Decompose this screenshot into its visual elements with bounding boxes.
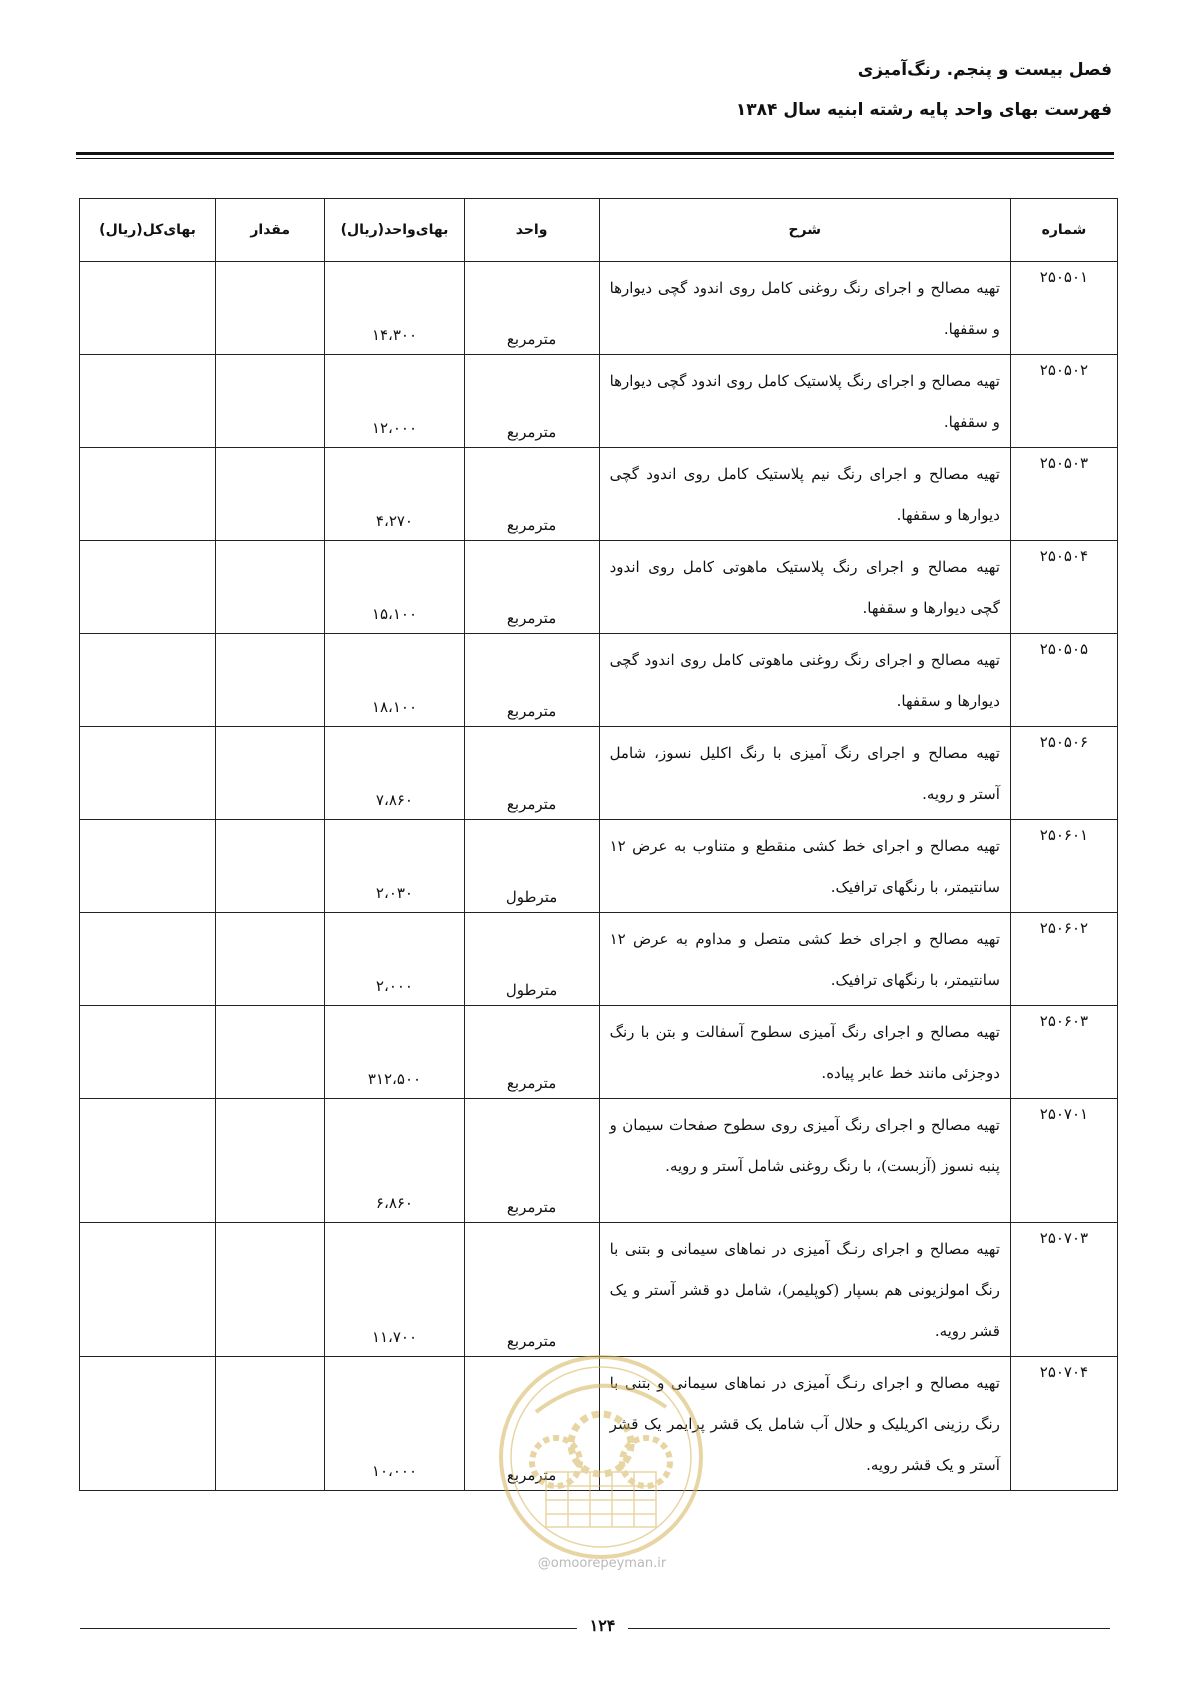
row-total-price bbox=[80, 355, 216, 448]
row-unit: مترمربع bbox=[464, 1223, 599, 1357]
row-quantity bbox=[216, 1006, 325, 1099]
col-header-unit-price: بهای‌واحد(ریال) bbox=[325, 199, 464, 262]
row-quantity bbox=[216, 727, 325, 820]
table-row bbox=[80, 913, 1118, 1006]
table-row bbox=[80, 262, 1118, 355]
price-table bbox=[79, 198, 1118, 1491]
footer-rule-left bbox=[80, 1628, 577, 1629]
row-unit-price: ۱۵،۱۰۰ bbox=[325, 541, 464, 634]
row-description: تهیه مصالح و اجرای خط کشی متصل و مداوم به عرض ۱۲ سانتیمتر، با رنگهای ترافیک. bbox=[599, 913, 1010, 1006]
row-unit: مترمربع bbox=[464, 1006, 599, 1099]
footer-rule-right bbox=[628, 1628, 1110, 1629]
row-total-price bbox=[80, 1006, 216, 1099]
watermark-site-text: @omoorepeyman.ir bbox=[537, 1556, 667, 1571]
table-row bbox=[80, 727, 1118, 820]
row-unit: مترمربع bbox=[464, 1099, 599, 1223]
table-row bbox=[80, 355, 1118, 448]
row-total-price bbox=[80, 448, 216, 541]
row-unit: مترطول bbox=[464, 913, 599, 1006]
row-number: ۲۵۰۵۰۵ bbox=[1010, 634, 1117, 727]
table-row bbox=[80, 1099, 1118, 1223]
row-number: ۲۵۰۷۰۳ bbox=[1010, 1223, 1117, 1357]
row-unit-price: ۱۸،۱۰۰ bbox=[325, 634, 464, 727]
row-description: تهیه مصالح و اجرای رنگ آمیزی با رنگ اکلیل نسوز، شامل آستر و رویه. bbox=[599, 727, 1010, 820]
row-quantity bbox=[216, 1357, 325, 1491]
table-row bbox=[80, 448, 1118, 541]
row-description: تهیه مصالح و اجرای رنگ روغنی ماهوتی کامل روی اندود گچی دیوارها و سقفها. bbox=[599, 634, 1010, 727]
col-header-description: شرح bbox=[599, 199, 1010, 262]
table-row bbox=[80, 541, 1118, 634]
row-description: تهیه مصالح و اجرای رنگ آمیزی روی سطوح صفحات سیمان و پنبه نسوز (آزبست)، با رنگ روغنی شامل آستر و رویه. bbox=[599, 1099, 1010, 1223]
row-quantity bbox=[216, 1223, 325, 1357]
row-unit: مترمربع bbox=[464, 727, 599, 820]
table-header-row bbox=[80, 199, 1118, 262]
row-description: تهیه مصالح و اجرای خط کشی منقطع و متناوب به عرض ۱۲ سانتیمتر، با رنگهای ترافیک. bbox=[599, 820, 1010, 913]
row-unit: مترمربع bbox=[464, 262, 599, 355]
row-number: ۲۵۰۶۰۱ bbox=[1010, 820, 1117, 913]
row-unit-price: ۲،۰۳۰ bbox=[325, 820, 464, 913]
page-number: ۱۲۴ bbox=[589, 1616, 616, 1635]
row-quantity bbox=[216, 913, 325, 1006]
row-number: ۲۵۰۵۰۳ bbox=[1010, 448, 1117, 541]
row-quantity bbox=[216, 634, 325, 727]
row-unit: مترطول bbox=[464, 820, 599, 913]
row-unit-price: ۱۲،۰۰۰ bbox=[325, 355, 464, 448]
row-quantity bbox=[216, 1099, 325, 1223]
row-total-price bbox=[80, 727, 216, 820]
row-description: تهیه مصالح و اجرای رنگ پلاستیک کامل روی اندود گچی دیوارها و سقفها. bbox=[599, 355, 1010, 448]
row-unit-price: ۱۴،۳۰۰ bbox=[325, 262, 464, 355]
row-unit-price: ۶،۸۶۰ bbox=[325, 1099, 464, 1223]
row-description: تهیه مصالح و اجرای رنگ آمیزی سطوح آسفالت و بتن با رنگ دوجزئی مانند خط عابر پیاده. bbox=[599, 1006, 1010, 1099]
row-total-price bbox=[80, 262, 216, 355]
row-unit: مترمربع bbox=[464, 355, 599, 448]
row-total-price bbox=[80, 1099, 216, 1223]
row-quantity bbox=[216, 262, 325, 355]
row-unit-price: ۳۱۲،۵۰۰ bbox=[325, 1006, 464, 1099]
table-row bbox=[80, 820, 1118, 913]
row-description: تهیه مصالح و اجرای رنگ روغنی کامل روی اندود گچی دیوارها و سقفها. bbox=[599, 262, 1010, 355]
row-number: ۲۵۰۵۰۱ bbox=[1010, 262, 1117, 355]
row-quantity bbox=[216, 355, 325, 448]
row-quantity bbox=[216, 448, 325, 541]
row-unit-price: ۱۱،۷۰۰ bbox=[325, 1223, 464, 1357]
col-header-quantity: مقدار bbox=[216, 199, 325, 262]
col-header-number: شماره bbox=[1010, 199, 1117, 262]
row-description: تهیه مصالح و اجرای رنگ پلاستیک ماهوتی کامل روی اندود گچی دیوارها و سقفها. bbox=[599, 541, 1010, 634]
row-number: ۲۵۰۷۰۴ bbox=[1010, 1357, 1117, 1491]
row-number: ۲۵۰۶۰۳ bbox=[1010, 1006, 1117, 1099]
row-total-price bbox=[80, 541, 216, 634]
header-rule-thick bbox=[76, 152, 1114, 155]
price-list-title: فهرست بهای واحد پایه رشته ابنیه سال ۱۳۸۴ bbox=[735, 100, 1112, 120]
row-number: ۲۵۰۵۰۶ bbox=[1010, 727, 1117, 820]
omoorepeyman-seal-logo bbox=[496, 1352, 706, 1562]
table-row bbox=[80, 634, 1118, 727]
row-unit-price: ۷،۸۶۰ bbox=[325, 727, 464, 820]
row-number: ۲۵۰۵۰۲ bbox=[1010, 355, 1117, 448]
header-rule-thin bbox=[76, 158, 1114, 159]
chapter-title: فصل بیست و پنجم. رنگ‌آمیزی bbox=[857, 60, 1112, 80]
row-quantity bbox=[216, 541, 325, 634]
table-row bbox=[80, 1223, 1118, 1357]
row-number: ۲۵۰۵۰۴ bbox=[1010, 541, 1117, 634]
col-header-unit: واحد bbox=[464, 199, 599, 262]
row-unit-price: ۴،۲۷۰ bbox=[325, 448, 464, 541]
row-unit-price: ۲،۰۰۰ bbox=[325, 913, 464, 1006]
row-total-price bbox=[80, 1223, 216, 1357]
row-total-price bbox=[80, 820, 216, 913]
page-header bbox=[736, 60, 1112, 120]
row-number: ۲۵۰۶۰۲ bbox=[1010, 913, 1117, 1006]
row-total-price bbox=[80, 634, 216, 727]
row-quantity bbox=[216, 820, 325, 913]
row-description: تهیه مصالح و اجرای رنـگ آمیزی در نماهای سیمانی و بتنی با رنگ امولزیونی هم بسپار (کوپلیمر)، شامل دو قشر آستر و یک قشر رویه. bbox=[599, 1223, 1010, 1357]
row-unit: مترمربع bbox=[464, 634, 599, 727]
row-unit: مترمربع bbox=[464, 541, 599, 634]
table-row bbox=[80, 1006, 1118, 1099]
row-unit: مترمربع bbox=[464, 448, 599, 541]
row-description: تهیه مصالح و اجرای رنگ نیم پلاستیک کامل روی اندود گچی دیوارها و سقفها. bbox=[599, 448, 1010, 541]
row-number: ۲۵۰۷۰۱ bbox=[1010, 1099, 1117, 1223]
row-unit-price: ۱۰،۰۰۰ bbox=[325, 1357, 464, 1491]
col-header-total-price: بهای‌کل(ریال) bbox=[80, 199, 216, 262]
row-unit: مترمربع bbox=[464, 1357, 599, 1491]
row-description: تهیه مصالح و اجرای رنـگ آمیزی در نماهای سیمانی و بتنی با رنگ رزینی اکریلیک و حلال آب شامل یک قشر پرایمر یک قشر آستر و یک قشر رویه. bbox=[599, 1357, 1010, 1491]
row-total-price bbox=[80, 913, 216, 1006]
row-total-price bbox=[80, 1357, 216, 1491]
